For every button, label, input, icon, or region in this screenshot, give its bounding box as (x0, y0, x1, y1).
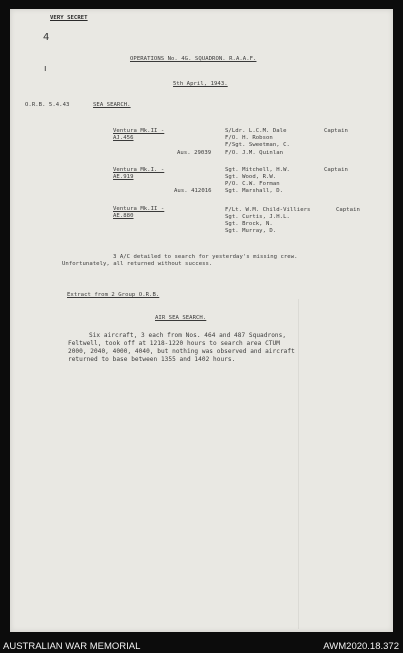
crew-member: Sgt. Marshall, D. (225, 188, 284, 194)
air-sea-heading: AIR SEA SEARCH. (155, 315, 207, 321)
document-date: 5th April, 1943. (173, 81, 228, 87)
footer-institution: AUSTRALIAN WAR MEMORIAL (3, 641, 141, 652)
handwritten-tick: ı (44, 64, 47, 74)
aircraft-serial: AE.880 (113, 213, 134, 219)
crew-member: Sgt. Wood, R.W. (225, 174, 277, 180)
crew-role: Captain (324, 167, 348, 173)
crew-member: Sgt. Mitchell, H.W. (225, 167, 290, 173)
extract-heading: Extract from 2 Group O.R.B. (67, 292, 160, 298)
document-page (10, 9, 393, 632)
crew-member: Sgt. Curtis, J.H.L. (225, 214, 290, 220)
footer-accession-number: AWM2020.18.372 (323, 641, 399, 652)
classification-stamp: VERY SECRET (50, 15, 88, 21)
aus-number: Aus. 29039 (177, 150, 212, 156)
section-heading: SEA SEARCH. (93, 102, 131, 108)
crew-member: F/Sgt. Sweetman, C. (225, 142, 290, 148)
crew-role: Captain (324, 128, 348, 134)
crew-member: F/O. J.M. Quinlan (225, 150, 284, 156)
aircraft-type: Ventura Mk.I. - (113, 167, 165, 173)
body-line: Feltwell, took off at 1218-1220 hours to search area CTUM (68, 340, 280, 347)
handwritten-mark: 4 (43, 32, 50, 43)
body-line: Six aircraft, 3 each from Nos. 464 and 487 Squadrons, (89, 332, 287, 339)
crew-role: Captain (336, 207, 360, 213)
body-line: 2000, 2040, 4000, 4040, but nothing was observed and aircraft (68, 348, 295, 355)
archive-footer (0, 639, 403, 653)
aircraft-serial: AJ.456 (113, 135, 134, 141)
aus-number: Aus. 412016 (174, 188, 212, 194)
crew-member: Sgt. Brock, N. (225, 221, 273, 227)
crew-member: F/Lt. W.M. Child-Villiers (225, 207, 311, 213)
document-title: OPERATIONS No. 4G. SQUADRON. R.A.A.F. (130, 56, 257, 62)
crew-member: P/O. C.W. Forman (225, 181, 280, 187)
crew-member: F/O. H. Robson (225, 135, 273, 141)
orb-reference: O.R.B. 5.4.43 (25, 102, 70, 108)
summary-line: 3 A/C detailed to search for yesterday's missing crew. (113, 254, 298, 260)
body-line: returned to base between 1355 and 1402 hours. (68, 356, 236, 363)
aircraft-type: Ventura Mk.II - (113, 206, 165, 212)
summary-line: Unfortunately, all returned without success. (62, 261, 213, 267)
aircraft-type: Ventura Mk.II - (113, 128, 165, 134)
aircraft-serial: AE.919 (113, 174, 134, 180)
paper-fold-line (298, 299, 299, 629)
crew-member: S/Ldr. L.C.M. Dale (225, 128, 287, 134)
crew-member: Sgt. Murray, D. (225, 228, 277, 234)
